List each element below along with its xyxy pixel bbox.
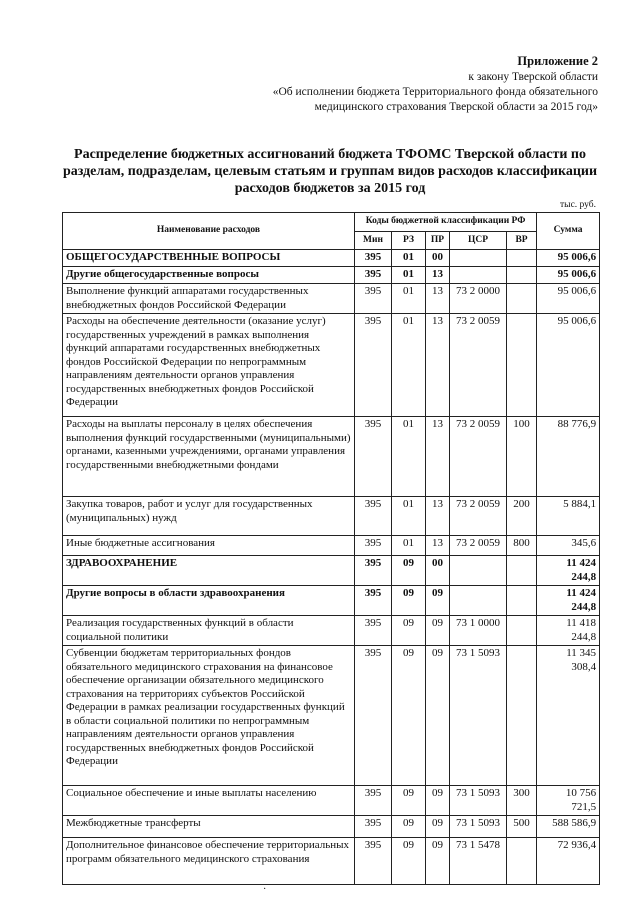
row-vr: 500: [507, 816, 537, 838]
row-pr: 13: [426, 536, 450, 556]
table-row: [63, 786, 600, 816]
row-sum: 10 756 721,5: [537, 786, 600, 816]
row-sum: 95 006,6: [537, 314, 600, 417]
row-name: Закупка товаров, работ и услуг для государственных (муниципальных) нужд: [63, 497, 355, 536]
row-sum: 95 006,6: [537, 267, 600, 284]
row-sum: 95 006,6: [537, 250, 600, 267]
row-name: Иные бюджетные ассигнования: [63, 536, 355, 556]
table-row: [63, 616, 600, 646]
table-row: [63, 284, 600, 314]
appendix-line-2: «Об исполнении бюджета Территориального фонда обязательного: [272, 86, 598, 98]
header-row-1: [63, 213, 600, 232]
scan-mark: ·: [263, 884, 267, 895]
table-row: [63, 838, 600, 885]
table-row: [63, 497, 600, 536]
row-name: Социальное обеспечение и иные выплаты населению: [63, 786, 355, 816]
row-sum: 11 418 244,8: [537, 616, 600, 646]
table-row: [63, 417, 600, 497]
row-rz: 01: [392, 417, 426, 497]
row-name: Другие общегосударственные вопросы: [63, 267, 355, 284]
document-title: Распределение бюджетных ассигнований бюджета ТФОМС Тверской области по разделам, подразделам, целевым статьям и группам видов расходов классификации расходов бюджетов за 2015 год: [62, 147, 598, 196]
header-vr: ВР: [507, 231, 537, 250]
row-csr: 73 2 0059: [450, 536, 507, 556]
appendix-header: [273, 54, 598, 115]
row-pr: 09: [426, 838, 450, 885]
header-name: Наименование расходов: [63, 213, 355, 250]
row-vr: [507, 556, 537, 586]
row-pr: 13: [426, 284, 450, 314]
table-row: [63, 314, 600, 417]
row-min: 395: [355, 267, 392, 284]
row-pr: 13: [426, 314, 450, 417]
row-csr: 73 1 5478: [450, 838, 507, 885]
row-rz: 01: [392, 250, 426, 267]
row-vr: [507, 838, 537, 885]
appendix-title: Приложение 2: [517, 54, 598, 68]
row-rz: 01: [392, 267, 426, 284]
row-name: ЗДРАВООХРАНЕНИЕ: [63, 556, 355, 586]
row-csr: 73 1 5093: [450, 646, 507, 786]
row-min: 395: [355, 314, 392, 417]
row-min: 395: [355, 497, 392, 536]
row-min: 395: [355, 616, 392, 646]
row-csr: [450, 556, 507, 586]
budget-table: [62, 212, 600, 885]
row-csr: 73 1 5093: [450, 816, 507, 838]
header-min: Мин: [355, 231, 392, 250]
row-pr: 00: [426, 556, 450, 586]
row-csr: 73 2 0000: [450, 284, 507, 314]
row-min: 395: [355, 536, 392, 556]
table-row: [63, 586, 600, 616]
table-row: [63, 646, 600, 786]
row-vr: [507, 616, 537, 646]
row-sum: 88 776,9: [537, 417, 600, 497]
row-rz: 09: [392, 556, 426, 586]
row-sum: 345,6: [537, 536, 600, 556]
row-vr: [507, 284, 537, 314]
row-vr: [507, 646, 537, 786]
header-csr: ЦСР: [450, 231, 507, 250]
row-vr: [507, 586, 537, 616]
row-pr: 13: [426, 497, 450, 536]
row-sum: 72 936,4: [537, 838, 600, 885]
appendix-line-3: медицинского страхования Тверской области за 2015 год»: [314, 101, 598, 113]
row-pr: 09: [426, 616, 450, 646]
row-sum: 11 424 244,8: [537, 556, 600, 586]
row-vr: [507, 267, 537, 284]
row-min: 395: [355, 816, 392, 838]
row-name: Реализация государственных функций в области социальной политики: [63, 616, 355, 646]
row-csr: 73 2 0059: [450, 314, 507, 417]
row-rz: 01: [392, 314, 426, 417]
row-min: 395: [355, 556, 392, 586]
row-name: Расходы на выплаты персоналу в целях обеспечения выполнения функций государственными (муниципальными) органами, казенными учреждениями, органами управления государственными внебюджетными фондами: [63, 417, 355, 497]
row-sum: 11 424 244,8: [537, 586, 600, 616]
row-csr: [450, 586, 507, 616]
row-name: Выполнение функций аппаратами государственных внебюджетных фондов Российской Федерации: [63, 284, 355, 314]
row-sum: 11 345 308,4: [537, 646, 600, 786]
table-row: [63, 816, 600, 838]
row-name: Другие вопросы в области здравоохранения: [63, 586, 355, 616]
row-rz: 09: [392, 786, 426, 816]
row-csr: [450, 250, 507, 267]
table-row: [63, 250, 600, 267]
row-rz: 01: [392, 284, 426, 314]
row-min: 395: [355, 838, 392, 885]
row-name: Межбюджетные трансферты: [63, 816, 355, 838]
row-rz: 09: [392, 586, 426, 616]
row-min: 395: [355, 250, 392, 267]
row-csr: 73 1 0000: [450, 616, 507, 646]
row-csr: [450, 267, 507, 284]
row-sum: 95 006,6: [537, 284, 600, 314]
row-sum: 5 884,1: [537, 497, 600, 536]
row-vr: 100: [507, 417, 537, 497]
row-min: 395: [355, 786, 392, 816]
row-csr: 73 2 0059: [450, 497, 507, 536]
table-row: [63, 267, 600, 284]
row-sum: 588 586,9: [537, 816, 600, 838]
unit-label: тыс. руб.: [560, 200, 596, 210]
header-codes-group: Коды бюджетной классификации РФ: [355, 213, 537, 232]
row-rz: 01: [392, 536, 426, 556]
header-sum: Сумма: [537, 213, 600, 250]
row-rz: 09: [392, 616, 426, 646]
row-rz: 01: [392, 497, 426, 536]
row-name: Дополнительное финансовое обеспечение территориальных программ обязательного медицинского страхования: [63, 838, 355, 885]
table-row: [63, 556, 600, 586]
row-rz: 09: [392, 816, 426, 838]
row-min: 395: [355, 586, 392, 616]
row-pr: 09: [426, 646, 450, 786]
row-pr: 00: [426, 250, 450, 267]
row-vr: 200: [507, 497, 537, 536]
header-pr: ПР: [426, 231, 450, 250]
row-pr: 09: [426, 586, 450, 616]
row-vr: 800: [507, 536, 537, 556]
row-pr: 13: [426, 417, 450, 497]
row-pr: 09: [426, 786, 450, 816]
row-vr: [507, 250, 537, 267]
row-rz: 09: [392, 838, 426, 885]
row-csr: 73 1 5093: [450, 786, 507, 816]
row-rz: 09: [392, 646, 426, 786]
row-vr: 300: [507, 786, 537, 816]
row-pr: 09: [426, 816, 450, 838]
table-row: [63, 536, 600, 556]
row-pr: 13: [426, 267, 450, 284]
row-name: Субвенции бюджетам территориальных фондов обязательного медицинского страхования на финансовое обеспечение организации обязательного медицинского страхования на территориях субъектов Российской Федерации в рамках реализации государственных функций в области социальной политики по непрограммным направлениям деятельности органов управления государственных внебюджетных фондов Российской Федерации: [63, 646, 355, 786]
header-rz: РЗ: [392, 231, 426, 250]
appendix-line-1: к закону Тверской области: [468, 71, 598, 83]
row-min: 395: [355, 284, 392, 314]
row-name: ОБЩЕГОСУДАРСТВЕННЫЕ ВОПРОСЫ: [63, 250, 355, 267]
row-min: 395: [355, 646, 392, 786]
row-name: Расходы на обеспечение деятельности (оказание услуг) государственных учреждений в рамках выполнения функций аппаратами государственных внебюджетных фондов Российской Федерации по непрограммным направлениям деятельности органов управления государственных внебюджетных фондов Российской Федерации: [63, 314, 355, 417]
row-min: 395: [355, 417, 392, 497]
row-csr: 73 2 0059: [450, 417, 507, 497]
row-vr: [507, 314, 537, 417]
